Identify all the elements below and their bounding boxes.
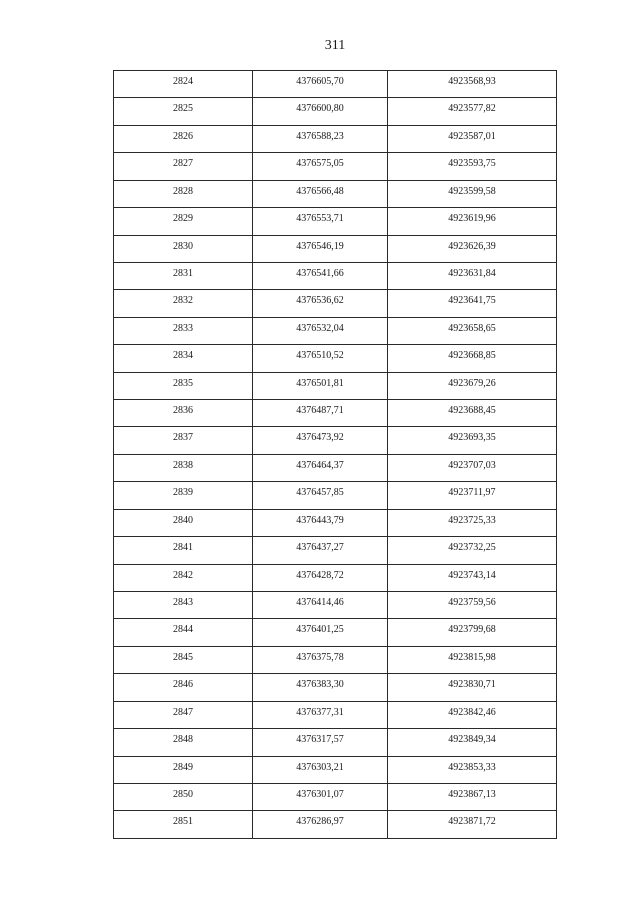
point-number-cell: 2847 xyxy=(114,702,253,729)
y-coordinate-cell: 4923619,96 xyxy=(388,208,557,235)
x-coordinate-cell: 4376464,37 xyxy=(253,455,388,482)
x-coordinate-cell: 4376566,48 xyxy=(253,181,388,208)
table-row xyxy=(114,427,557,454)
table-row xyxy=(114,181,557,208)
point-number-cell: 2834 xyxy=(114,345,253,372)
point-number-cell: 2829 xyxy=(114,208,253,235)
x-coordinate-cell: 4376303,21 xyxy=(253,757,388,784)
table-row xyxy=(114,208,557,235)
point-number-cell: 2830 xyxy=(114,236,253,263)
x-coordinate-cell: 4376487,71 xyxy=(253,400,388,427)
x-coordinate-cell: 4376553,71 xyxy=(253,208,388,235)
table-row xyxy=(114,263,557,290)
x-coordinate-cell: 4376428,72 xyxy=(253,565,388,592)
y-coordinate-cell: 4923743,14 xyxy=(388,565,557,592)
x-coordinate-cell: 4376501,81 xyxy=(253,373,388,400)
table-row xyxy=(114,373,557,400)
table-row xyxy=(114,537,557,564)
table-row xyxy=(114,345,557,372)
x-coordinate-cell: 4376401,25 xyxy=(253,619,388,646)
x-coordinate-cell: 4376605,70 xyxy=(253,71,388,98)
x-coordinate-cell: 4376510,52 xyxy=(253,345,388,372)
point-number-cell: 2832 xyxy=(114,290,253,317)
y-coordinate-cell: 4923853,33 xyxy=(388,757,557,784)
point-number-cell: 2851 xyxy=(114,811,253,838)
y-coordinate-cell: 4923849,34 xyxy=(388,729,557,756)
y-coordinate-cell: 4923799,68 xyxy=(388,619,557,646)
y-coordinate-cell: 4923641,75 xyxy=(388,290,557,317)
point-number-cell: 2831 xyxy=(114,263,253,290)
y-coordinate-cell: 4923707,03 xyxy=(388,455,557,482)
point-number-cell: 2849 xyxy=(114,757,253,784)
x-coordinate-cell: 4376473,92 xyxy=(253,427,388,454)
page-number: 311 xyxy=(324,38,346,53)
x-coordinate-cell: 4376457,85 xyxy=(253,482,388,509)
table-row xyxy=(114,71,557,98)
point-number-cell: 2835 xyxy=(114,373,253,400)
table-row xyxy=(114,126,557,153)
table-row xyxy=(114,674,557,701)
point-number-cell: 2850 xyxy=(114,784,253,811)
y-coordinate-cell: 4923759,56 xyxy=(388,592,557,619)
x-coordinate-cell: 4376541,66 xyxy=(253,263,388,290)
table-row xyxy=(114,510,557,537)
x-coordinate-cell: 4376414,46 xyxy=(253,592,388,619)
y-coordinate-cell: 4923688,45 xyxy=(388,400,557,427)
table-row xyxy=(114,757,557,784)
point-number-cell: 2841 xyxy=(114,537,253,564)
y-coordinate-cell: 4923830,71 xyxy=(388,674,557,701)
y-coordinate-cell: 4923867,13 xyxy=(388,784,557,811)
table-row xyxy=(114,290,557,317)
table-row xyxy=(114,592,557,619)
table-row xyxy=(114,153,557,180)
y-coordinate-cell: 4923679,26 xyxy=(388,373,557,400)
x-coordinate-cell: 4376536,62 xyxy=(253,290,388,317)
x-coordinate-cell: 4376377,31 xyxy=(253,702,388,729)
y-coordinate-cell: 4923599,58 xyxy=(388,181,557,208)
point-number-cell: 2843 xyxy=(114,592,253,619)
point-number-cell: 2825 xyxy=(114,98,253,125)
coordinates-table xyxy=(113,70,557,839)
table-row xyxy=(114,702,557,729)
x-coordinate-cell: 4376383,30 xyxy=(253,674,388,701)
y-coordinate-cell: 4923871,72 xyxy=(388,811,557,838)
table-row xyxy=(114,318,557,345)
y-coordinate-cell: 4923725,33 xyxy=(388,510,557,537)
y-coordinate-cell: 4923815,98 xyxy=(388,647,557,674)
table-row xyxy=(114,784,557,811)
table-row xyxy=(114,811,557,838)
x-coordinate-cell: 4376286,97 xyxy=(253,811,388,838)
x-coordinate-cell: 4376375,78 xyxy=(253,647,388,674)
point-number-cell: 2840 xyxy=(114,510,253,537)
table-row xyxy=(114,482,557,509)
point-number-cell: 2837 xyxy=(114,427,253,454)
table-row xyxy=(114,565,557,592)
point-number-cell: 2833 xyxy=(114,318,253,345)
point-number-cell: 2842 xyxy=(114,565,253,592)
x-coordinate-cell: 4376588,23 xyxy=(253,126,388,153)
table-row xyxy=(114,455,557,482)
x-coordinate-cell: 4376443,79 xyxy=(253,510,388,537)
table-row xyxy=(114,98,557,125)
point-number-cell: 2826 xyxy=(114,126,253,153)
table-row xyxy=(114,647,557,674)
point-number-cell: 2839 xyxy=(114,482,253,509)
point-number-cell: 2827 xyxy=(114,153,253,180)
point-number-cell: 2845 xyxy=(114,647,253,674)
table-row xyxy=(114,729,557,756)
point-number-cell: 2836 xyxy=(114,400,253,427)
x-coordinate-cell: 4376532,04 xyxy=(253,318,388,345)
y-coordinate-cell: 4923658,65 xyxy=(388,318,557,345)
y-coordinate-cell: 4923587,01 xyxy=(388,126,557,153)
table-row xyxy=(114,400,557,427)
table-row xyxy=(114,619,557,646)
point-number-cell: 2824 xyxy=(114,71,253,98)
x-coordinate-cell: 4376301,07 xyxy=(253,784,388,811)
y-coordinate-cell: 4923593,75 xyxy=(388,153,557,180)
point-number-cell: 2848 xyxy=(114,729,253,756)
point-number-cell: 2844 xyxy=(114,619,253,646)
y-coordinate-cell: 4923626,39 xyxy=(388,236,557,263)
y-coordinate-cell: 4923568,93 xyxy=(388,71,557,98)
x-coordinate-cell: 4376600,80 xyxy=(253,98,388,125)
x-coordinate-cell: 4376575,05 xyxy=(253,153,388,180)
y-coordinate-cell: 4923577,82 xyxy=(388,98,557,125)
y-coordinate-cell: 4923842,46 xyxy=(388,702,557,729)
point-number-cell: 2846 xyxy=(114,674,253,701)
x-coordinate-cell: 4376317,57 xyxy=(253,729,388,756)
x-coordinate-cell: 4376437,27 xyxy=(253,537,388,564)
point-number-cell: 2828 xyxy=(114,181,253,208)
x-coordinate-cell: 4376546,19 xyxy=(253,236,388,263)
point-number-cell: 2838 xyxy=(114,455,253,482)
y-coordinate-cell: 4923732,25 xyxy=(388,537,557,564)
y-coordinate-cell: 4923693,35 xyxy=(388,427,557,454)
y-coordinate-cell: 4923631,84 xyxy=(388,263,557,290)
table-row xyxy=(114,236,557,263)
y-coordinate-cell: 4923668,85 xyxy=(388,345,557,372)
y-coordinate-cell: 4923711,97 xyxy=(388,482,557,509)
